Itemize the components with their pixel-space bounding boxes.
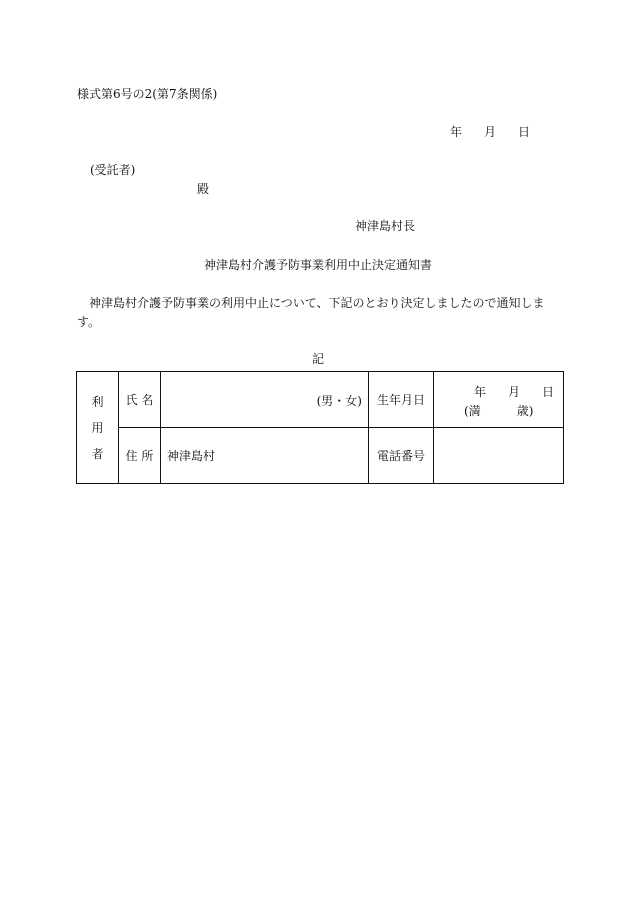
age-line — [464, 402, 533, 419]
gender-label: (男・女) — [316, 394, 362, 408]
address-field[interactable]: 神津島村 — [161, 428, 369, 484]
name-label: 氏 名 — [119, 372, 161, 428]
birthdate-ymd — [474, 383, 554, 400]
date-year: 年 — [450, 125, 463, 139]
phone-label: 電話番号 — [369, 428, 434, 484]
user-header-cell — [77, 372, 119, 484]
age-open: (満 — [464, 404, 481, 418]
age-close: 歳) — [516, 404, 534, 418]
ki-heading: 記 — [312, 352, 325, 366]
form-number: 様式第6号の2(第7条関係) — [77, 87, 218, 101]
recipient-role: (受託者) — [90, 163, 136, 177]
user-header-char: 利 — [91, 394, 104, 409]
birth-month: 月 — [508, 385, 521, 399]
sender-name: 神津島村長 — [355, 219, 416, 233]
body-text: 神津島村介護予防事業の利用中止について、下記のとおり決定しましたので通知します。 — [77, 296, 545, 329]
birth-day: 日 — [542, 385, 555, 399]
recipient-honorific: 殿 — [197, 182, 210, 196]
user-header-char: 用 — [91, 420, 104, 435]
birth-year: 年 — [474, 385, 487, 399]
phone-field[interactable] — [434, 428, 564, 484]
birthdate-field[interactable] — [434, 372, 564, 428]
birthdate-label: 生年月日 — [369, 372, 434, 428]
document-title: 神津島村介護予防事業利用中止決定通知書 — [204, 258, 433, 272]
name-field[interactable] — [161, 372, 369, 428]
issue-date — [450, 123, 530, 140]
date-day: 日 — [518, 125, 531, 139]
user-info-table — [76, 371, 564, 484]
user-header-char: 者 — [91, 446, 104, 461]
date-month: 月 — [484, 125, 497, 139]
address-label: 住 所 — [119, 428, 161, 484]
